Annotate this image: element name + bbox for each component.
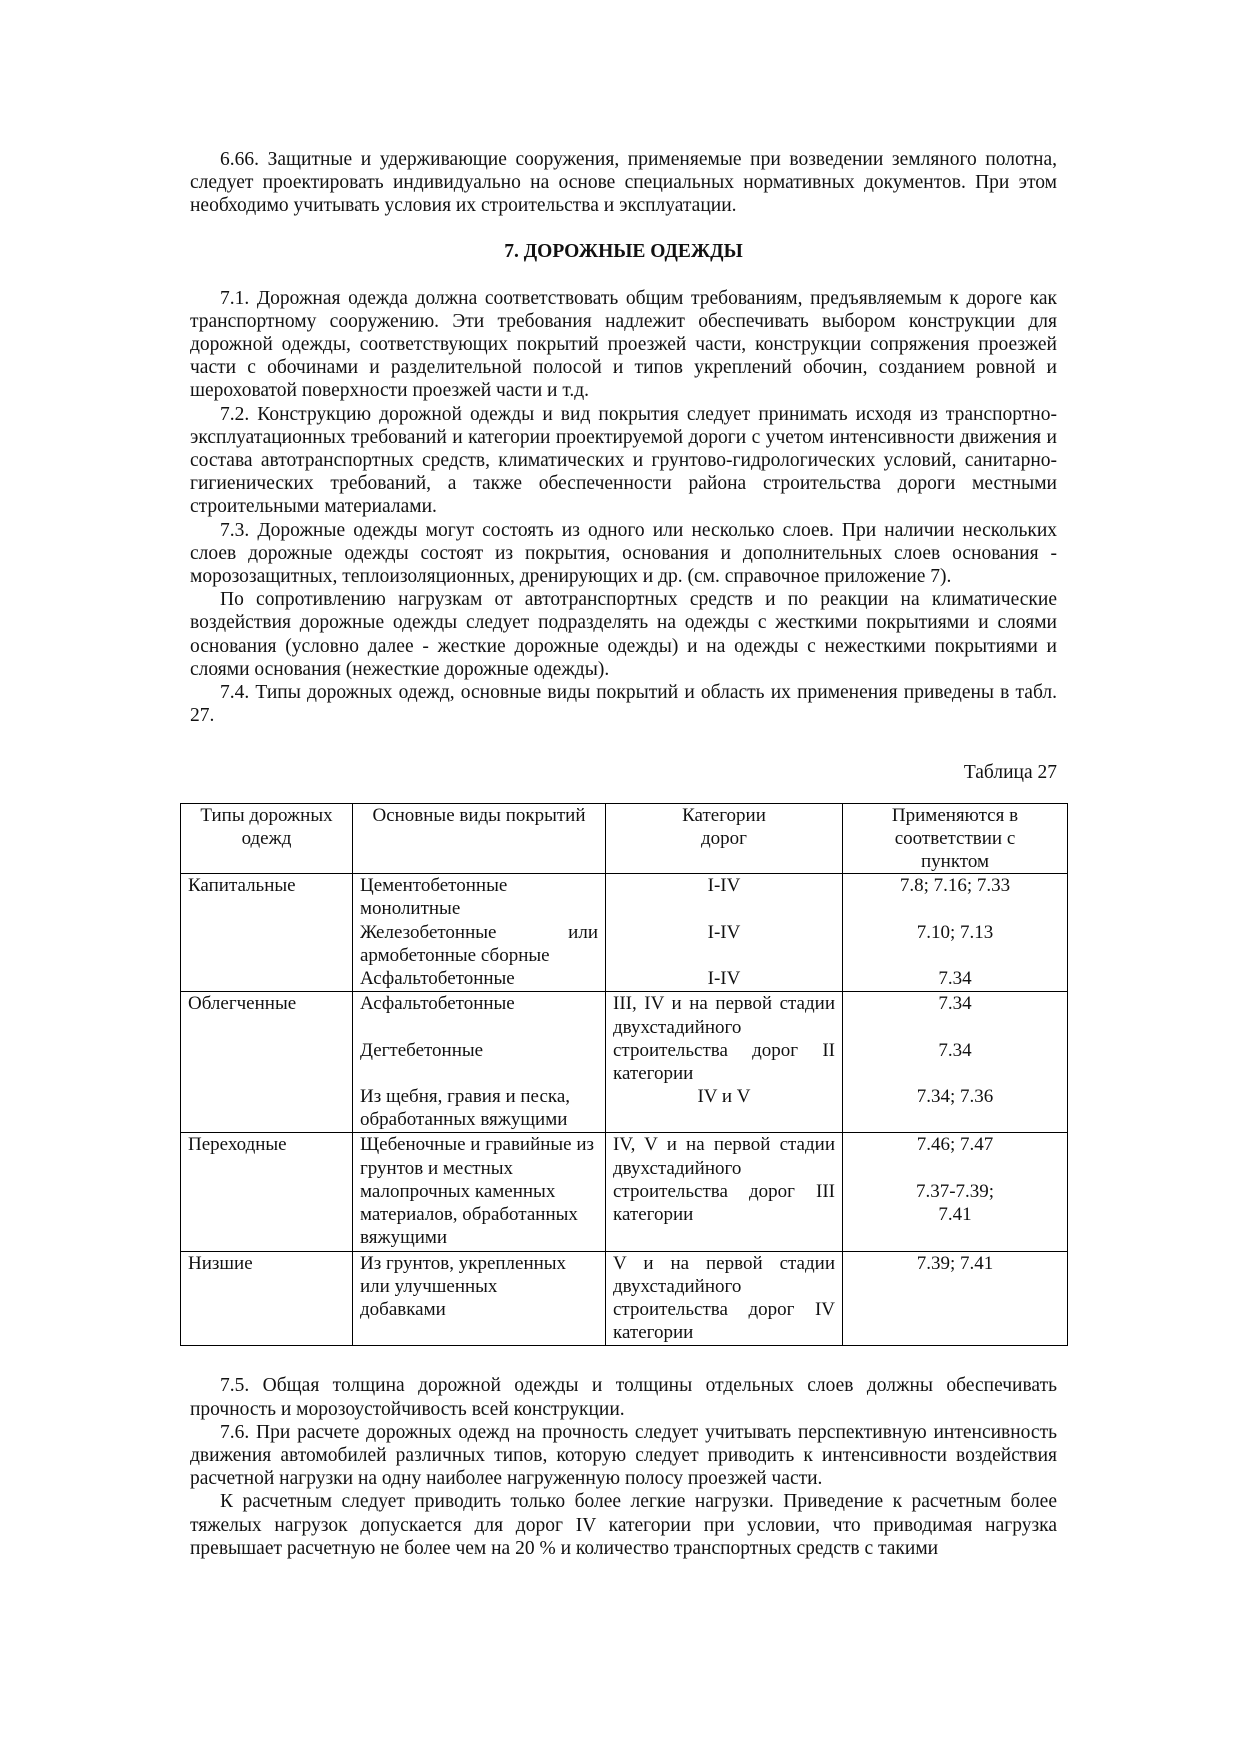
paragraph-7-5: 7.5. Общая толщина дорожной одежды и толщины отдельных слоев должны обеспечивать прочность и морозоустойчивость всей конструкции. [190,1375,1057,1420]
header-road-categories: Категории дорог [606,803,843,874]
table-row [181,1133,1068,1251]
table-row [181,992,1068,1133]
clause-item: 7.34 [938,993,972,1015]
table-row [181,874,1068,992]
clause-item: 7.34 [938,1039,972,1061]
header-pavement-type: Типы дорожных одежд [181,803,353,874]
cell-clauses [843,1251,1068,1346]
header-clauses: Применяются в соответствии с пунктом [843,803,1068,874]
covering-item: Щебеночные и гравийные из грунтов и местных малопрочных каменных материалов, обработанных вяжущими [360,1134,595,1249]
category-item: I-IV [707,921,741,943]
category-item: IV и V [697,1086,751,1108]
paragraph-7-6: 7.6. При расчете дорожных одежд на прочность следует учитывать перспективную интенсивность движения автомобилей различных типов, которую следует приводить к интенсивности воздействия расчетной нагрузки на одну наиболее нагруженную полосу проезжей части. [190,1421,1057,1490]
cell-type: Низшие [181,1251,353,1346]
table-row [181,1251,1068,1346]
paragraph-7-3-continued: По сопротивлению нагрузкам от автотранспортных средств и по реакции на климатические воздействия дорожные одежды следует подразделять на одежды с жесткими покрытиями и слоями основания (условно далее - жесткие дорожные одежды) и на одежды с нежесткими покрытиями и слоями основания (нежесткие дорожные одежды). [190,589,1057,680]
document-page [190,148,1057,1560]
cell-categories [606,992,843,1133]
paragraph-7-3: 7.3. Дорожные одежды могут состоять из одного или несколько слоев. При наличии нескольких слоев дорожные одежды состоят из покрытия, основания и дополнительных слоев основания - морозозащитных, теплоизоляционных, дренирующих и др. (см. справочное приложение 7). [190,519,1057,588]
covering-item: Из щебня, гравия и песка, обработанных вяжущими [360,1086,571,1131]
table-caption: Таблица 27 [963,762,1057,784]
header-coverings: Основные виды покрытий [353,803,606,874]
clause-item: 7.34 [938,968,972,990]
cell-type: Облегченные [181,992,353,1133]
cell-categories [606,1251,843,1346]
paragraph-7-4: 7.4. Типы дорожных одежд, основные виды покрытий и область их применения приведены в табл. 27. [190,682,1057,727]
paragraph-7-6-continued: К расчетным следует приводить только более легкие нагрузки. Приведение к расчетным более тяжелых нагрузок допускается для дорог IV категории при условии, что приводимая нагрузка превышает расчетную не более чем на 20 % и количество транспортных средств с такими [190,1491,1057,1559]
cell-coverings [353,992,606,1133]
cell-type: Капитальные [181,874,353,992]
cell-clauses [843,874,1068,992]
cell-coverings [353,874,606,992]
section-title: 7. ДОРОЖНЫЕ ОДЕЖДЫ [504,240,743,262]
category-item: I-IV [707,875,741,897]
cell-coverings [353,1251,606,1346]
covering-item: Из грунтов, укрепленных или улучшенных добавками [360,1252,567,1320]
cell-type: Переходные [181,1133,353,1251]
covering-item: Дегтебетонные [360,1039,484,1061]
table-27 [180,803,1068,1347]
category-item: III, IV и на первой стадии двухстадийного строительства дорог II категории [613,993,835,1084]
covering-item: Железобетонные или армобетонные сборные [360,921,598,966]
covering-item: Цементобетонные монолитные [360,875,508,920]
paragraph-7-2: 7.2. Конструкцию дорожной одежды и вид покрытия следует принимать исходя из транспортно-эксплуатационных требований и категории проектируемой дороги с учетом интенсивности движения и состава автотранспортных средств, климатических и грунтово-гидрологических условий, санитарно-гигиенических требований, а также обеспеченности района строительства дороги местными строительными материалами. [190,403,1057,518]
cell-categories [606,1133,843,1251]
category-item: V и на первой стадии двухстадийного строительства дорог IV категории [613,1252,835,1344]
cell-clauses [843,1133,1068,1251]
table-header-row [181,803,1068,874]
covering-item: Асфальтобетонные [360,993,515,1015]
clause-item: 7.46; 7.47 [916,1134,994,1156]
clause-item: 7.8; 7.16; 7.33 [899,875,1011,897]
covering-item: Асфальтобетонные [360,968,515,990]
category-item: I-IV [707,968,741,990]
category-item: IV, V и на первой стадии двухстадийного строительства дорог III категории [613,1134,835,1226]
clause-item: 7.34; 7.36 [916,1086,994,1108]
paragraph-6-66: 6.66. Защитные и удерживающие сооружения, применяемые при возведении земляного полотна, следует проектировать индивидуально на основе специальных нормативных документов. При этом необходимо учитывать условия их строительства и эксплуатации. [190,149,1057,217]
clause-item: 7.10; 7.13 [916,921,994,943]
clause-item: 7.39; 7.41 [916,1252,994,1274]
cell-categories [606,874,843,992]
paragraph-7-1: 7.1. Дорожная одежда должна соответствовать общим требованиям, предъявляемым к дороге как транспортному сооружению. Эти требования надлежит обеспечивать выбором конструкции для дорожной одежды, соответствующих покрытий проезжей части, конструкции сопряжения проезжей части с обочинами и разделительной полосой и типов укреплений обочин, созданием ровной и шероховатой поверхности проезжей части и т.д. [190,287,1057,402]
clause-item: 7.37-7.39; 7.41 [915,1180,995,1226]
cell-clauses [843,992,1068,1133]
cell-coverings [353,1133,606,1251]
